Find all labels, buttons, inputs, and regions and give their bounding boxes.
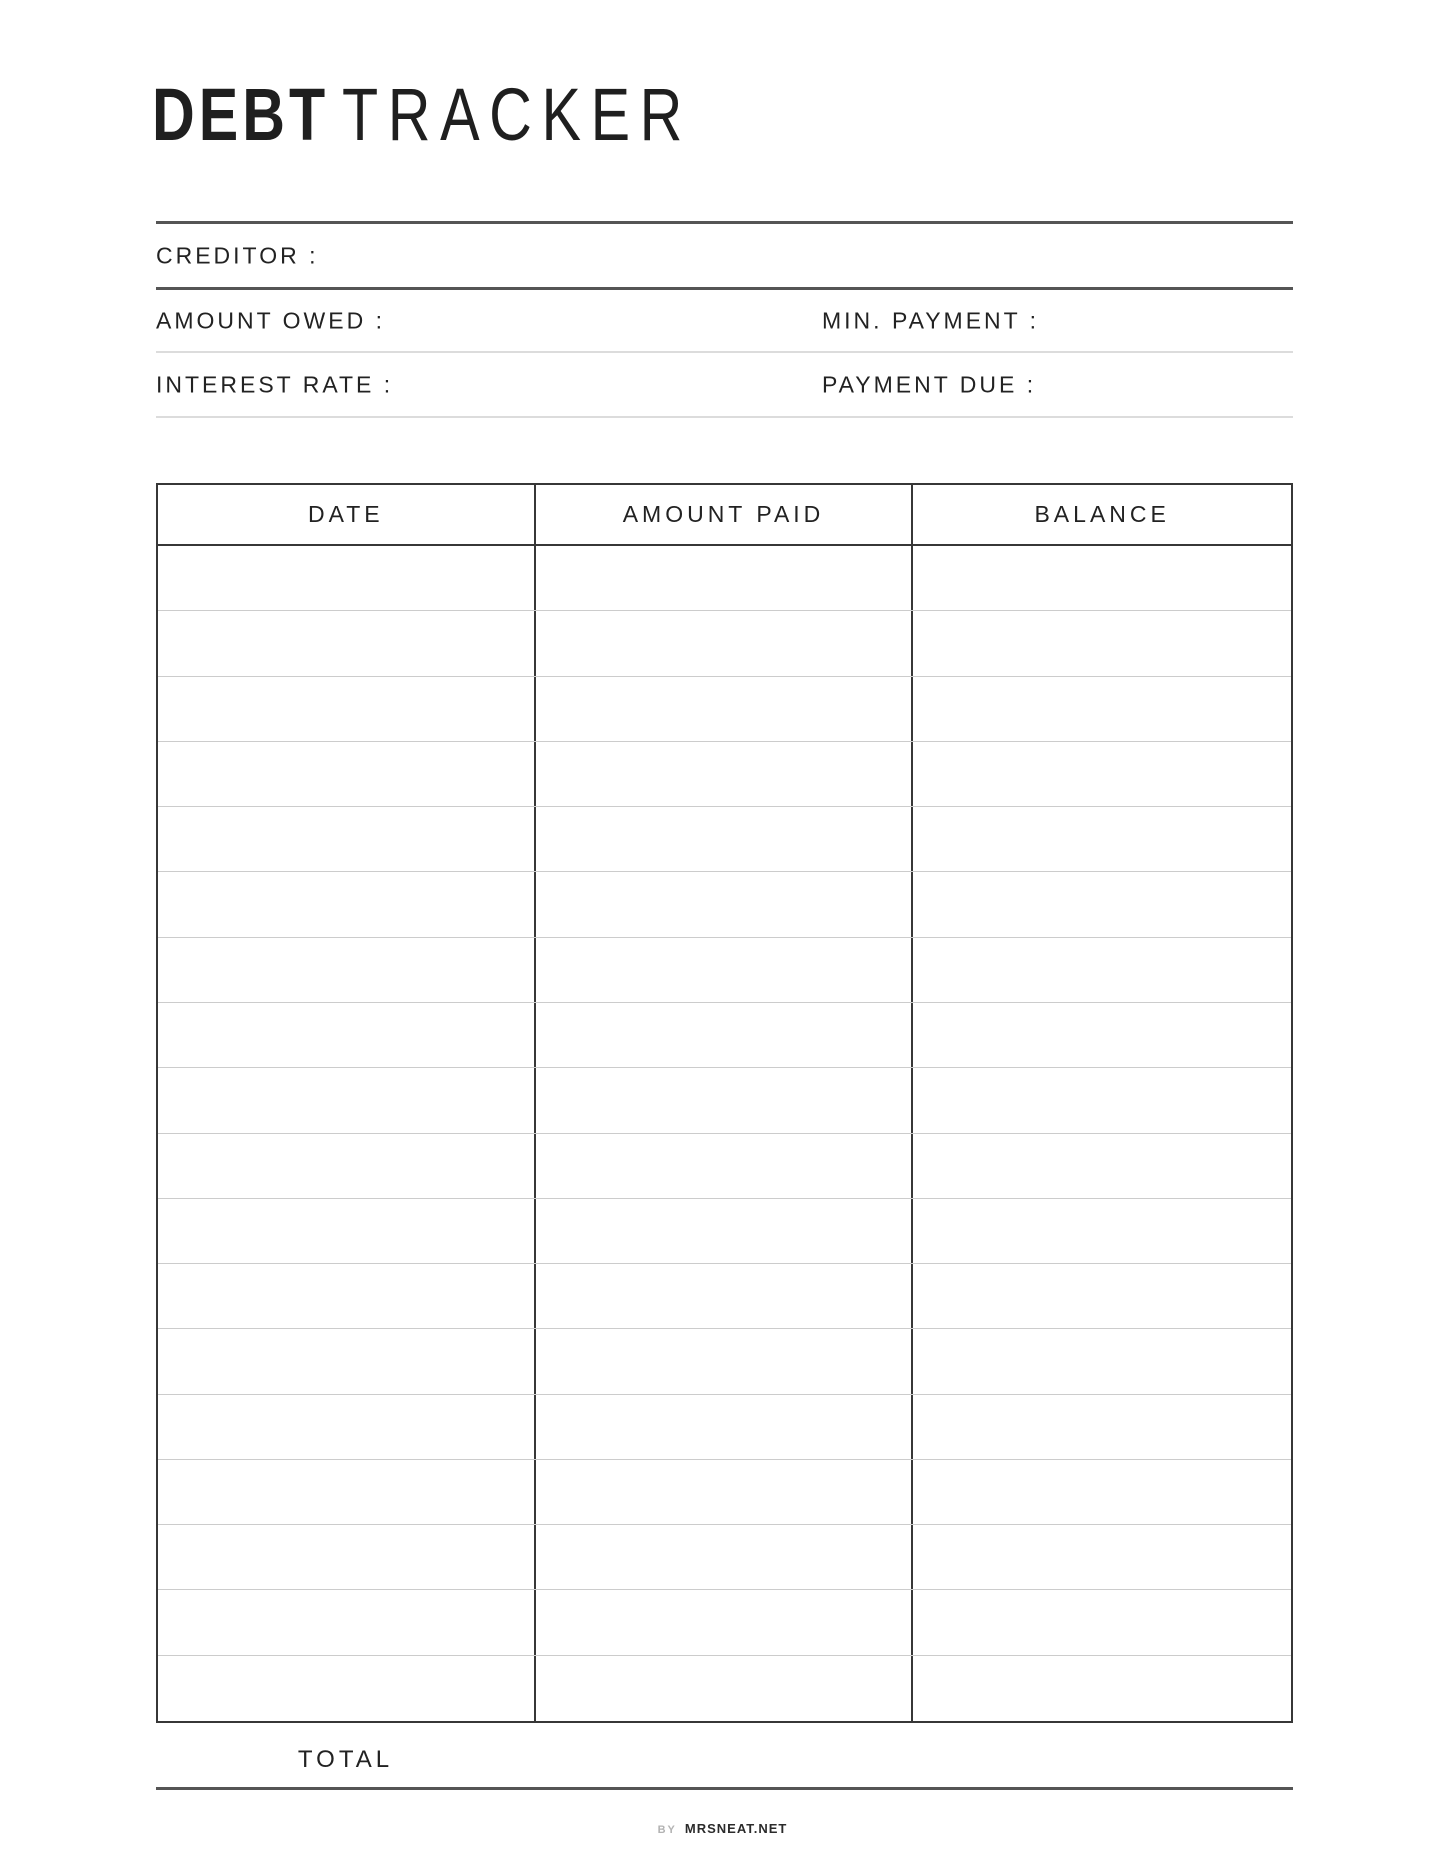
table-cell: [913, 1460, 1291, 1524]
footer-by-text: BY: [657, 1824, 677, 1836]
table-cell: [913, 742, 1291, 806]
table-row: [158, 938, 1291, 1003]
table-cell: [913, 1199, 1291, 1263]
table-cell: [536, 1395, 914, 1459]
table-cell: [536, 677, 914, 741]
table-row: [158, 611, 1291, 676]
table-cell: [913, 1003, 1291, 1067]
table-row: [158, 1264, 1291, 1329]
table-body: [158, 546, 1291, 1721]
table-cell: [536, 807, 914, 871]
table-cell: [536, 546, 914, 610]
table-cell: [913, 677, 1291, 741]
title-word-tracker: TRACKER: [341, 73, 693, 156]
table-cell: [913, 611, 1291, 675]
table-cell: [913, 1590, 1291, 1654]
table-cell: [158, 611, 536, 675]
footer-credit: [0, 1820, 1445, 1838]
table-header-row: [158, 485, 1291, 546]
table-cell: [158, 938, 536, 1002]
table-row: [158, 677, 1291, 742]
amount-owed-min-payment-row: [156, 287, 1293, 351]
table-cell: [536, 1134, 914, 1198]
title-word-debt: DEBT: [152, 73, 330, 156]
table-row: [158, 1656, 1291, 1721]
table-row: [158, 1525, 1291, 1590]
creditor-row: [156, 221, 1293, 287]
creditor-label: CREDITOR :: [156, 242, 319, 268]
table-cell: [158, 677, 536, 741]
table-cell: [913, 1134, 1291, 1198]
table-cell: [536, 1656, 914, 1721]
total-label: TOTAL: [297, 1746, 394, 1773]
table-cell: [158, 1003, 536, 1067]
page-title: [152, 73, 693, 156]
table-cell: [913, 1395, 1291, 1459]
table-cell: [158, 546, 536, 610]
table-cell: [913, 1264, 1291, 1328]
interest-rate-label: INTEREST RATE :: [156, 371, 394, 397]
table-row: [158, 1590, 1291, 1655]
table-cell: [536, 1264, 914, 1328]
table-row: [158, 1199, 1291, 1264]
table-cell: [536, 1199, 914, 1263]
table-cell: [913, 1329, 1291, 1393]
table-cell: [158, 1134, 536, 1198]
table-row: [158, 1395, 1291, 1460]
table-cell: [158, 1460, 536, 1524]
column-header-amount-paid: AMOUNT PAID: [536, 485, 914, 544]
table-cell: [536, 1460, 914, 1524]
table-cell: [536, 1003, 914, 1067]
table-cell: [913, 807, 1291, 871]
table-cell: [158, 1329, 536, 1393]
table-cell: [536, 1525, 914, 1589]
table-row: [158, 807, 1291, 872]
table-cell: [536, 1590, 914, 1654]
table-cell: [913, 1525, 1291, 1589]
table-cell: [913, 546, 1291, 610]
table-cell: [913, 872, 1291, 936]
table-cell: [158, 1199, 536, 1263]
table-row: [158, 1003, 1291, 1068]
table-cell: [536, 1329, 914, 1393]
table-row: [158, 872, 1291, 937]
table-cell: [158, 1656, 536, 1721]
interest-rate-payment-due-row: [156, 351, 1293, 418]
table-row: [158, 546, 1291, 611]
column-header-date: DATE: [158, 485, 536, 544]
table-cell: [158, 1590, 536, 1654]
table-cell: [913, 938, 1291, 1002]
table-cell: [158, 872, 536, 936]
table-cell: [158, 1395, 536, 1459]
amount-owed-label: AMOUNT OWED :: [156, 307, 385, 333]
table-row: [158, 742, 1291, 807]
table-cell: [158, 807, 536, 871]
table-cell: [158, 1264, 536, 1328]
table-cell: [913, 1068, 1291, 1132]
payment-due-label: PAYMENT DUE :: [822, 371, 1037, 397]
payments-table: [156, 483, 1293, 1723]
table-cell: [536, 938, 914, 1002]
table-cell: [158, 1068, 536, 1132]
table-cell: [536, 872, 914, 936]
table-cell: [913, 1656, 1291, 1721]
table-row: [158, 1460, 1291, 1525]
creditor-info-section: [156, 221, 1293, 418]
min-payment-label: MIN. PAYMENT :: [822, 307, 1040, 333]
table-row: [158, 1329, 1291, 1394]
total-rule-divider: [156, 1787, 1293, 1790]
table-cell: [536, 611, 914, 675]
table-cell: [536, 1068, 914, 1132]
table-row: [158, 1068, 1291, 1133]
table-row: [158, 1134, 1291, 1199]
table-cell: [158, 742, 536, 806]
table-cell: [158, 1525, 536, 1589]
footer-site-name: MRSNEAT.NET: [684, 1821, 788, 1836]
column-header-balance: BALANCE: [1034, 501, 1170, 527]
table-cell: [536, 742, 914, 806]
